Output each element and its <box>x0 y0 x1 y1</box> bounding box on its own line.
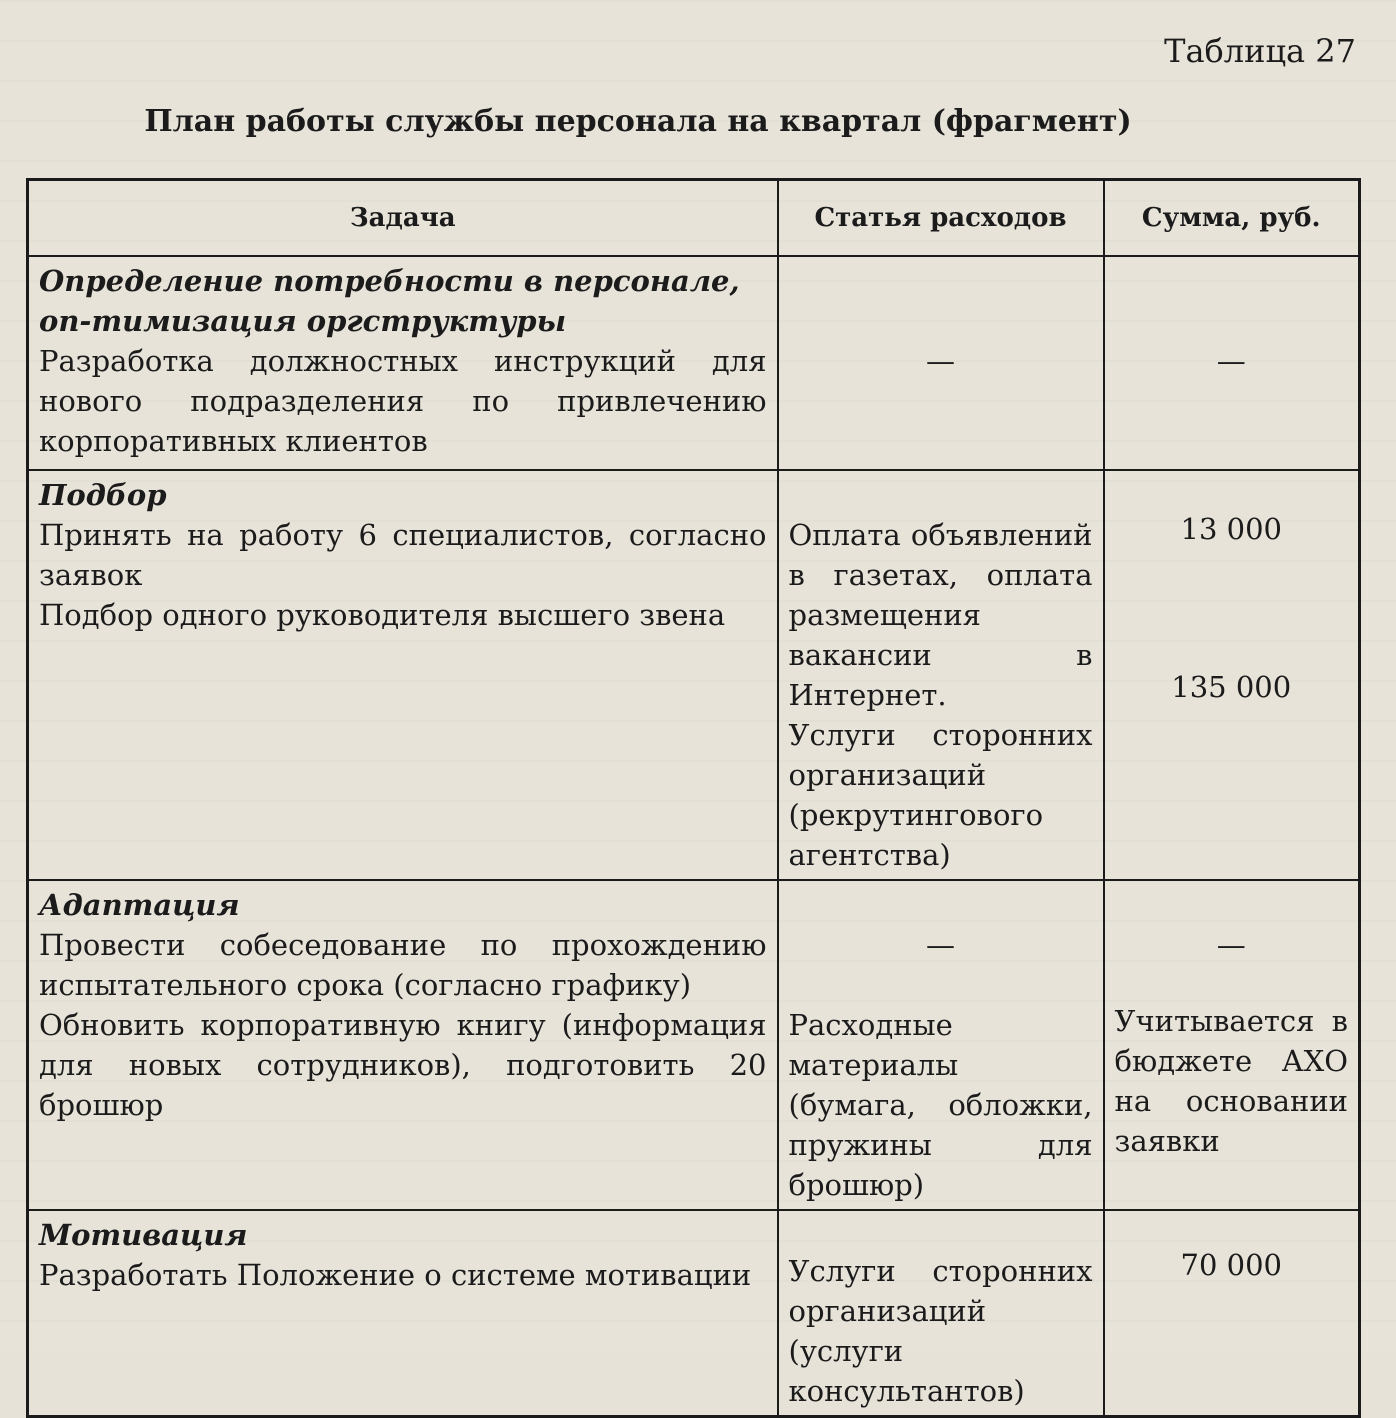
section-heading: Подбор <box>39 478 167 512</box>
amount-cell <box>1104 1210 1360 1417</box>
plan-table <box>26 178 1361 1418</box>
expense-cell <box>778 1210 1104 1417</box>
task-text: Обновить корпоративную книгу (информация для новых сотрудников), подготовить 20 брошюр <box>39 1008 767 1122</box>
amount-text: Учитывается в бюджете АХО на основании заявки <box>1114 1004 1348 1158</box>
section-heading: Адаптация <box>39 888 240 922</box>
amount-text: — <box>1216 344 1246 378</box>
table-row <box>28 470 1360 880</box>
amount-text: 70 000 <box>1180 1248 1282 1282</box>
table-number: Таблица 27 <box>1164 32 1356 70</box>
amount-text: — <box>1216 928 1246 962</box>
table-row <box>28 880 1360 1210</box>
amount-text: 13 000 <box>1180 512 1282 546</box>
header-row <box>28 180 1360 257</box>
amount-text: 135 000 <box>1171 670 1292 704</box>
task-text: Провести собеседование по прохождению испытательного срока (согласно графику) <box>39 928 767 1002</box>
task-cell <box>28 256 778 470</box>
section-heading: Определение потребности в персонале, оп-тимизация оргструктуры <box>39 264 740 338</box>
expense-text: Услуги сторонних организаций (услуги консультантов) <box>788 1254 1093 1408</box>
header-amount: Сумма, руб. <box>1104 180 1360 257</box>
amount-cell <box>1104 470 1360 880</box>
task-text: Разработать Положение о системе мотивации <box>39 1258 752 1292</box>
task-cell <box>28 880 778 1210</box>
expense-cell <box>778 256 1104 470</box>
table-row <box>28 1210 1360 1417</box>
expense-cell <box>778 880 1104 1210</box>
task-cell <box>28 470 778 880</box>
task-text: Разработка должностных инструкций для нового подразделения по привлечению корпоративных клиентов <box>39 344 767 458</box>
task-text: Подбор одного руководителя высшего звена <box>39 598 726 632</box>
table-title: План работы службы персонала на квартал (фрагмент) <box>144 104 1132 139</box>
expense-text: Услуги сторонних организаций (рекрутингового агентства) <box>788 718 1093 872</box>
expense-cell <box>778 470 1104 880</box>
task-text: Принять на работу 6 специалистов, согласно заявок <box>39 518 767 592</box>
expense-text: Расходные материалы (бумага, обложки, пружины для брошюр) <box>788 1008 1093 1202</box>
table-row <box>28 256 1360 470</box>
amount-cell <box>1104 880 1360 1210</box>
expense-text: Оплата объявлений в газетах, оплата размещения вакансии в Интернет. <box>788 518 1093 712</box>
amount-cell <box>1104 256 1360 470</box>
header-task: Задача <box>28 180 778 257</box>
expense-text: — <box>926 928 955 962</box>
header-expense: Статья расходов <box>778 180 1104 257</box>
task-cell <box>28 1210 778 1417</box>
expense-text: — <box>926 344 955 378</box>
section-heading: Мотивация <box>39 1218 248 1252</box>
